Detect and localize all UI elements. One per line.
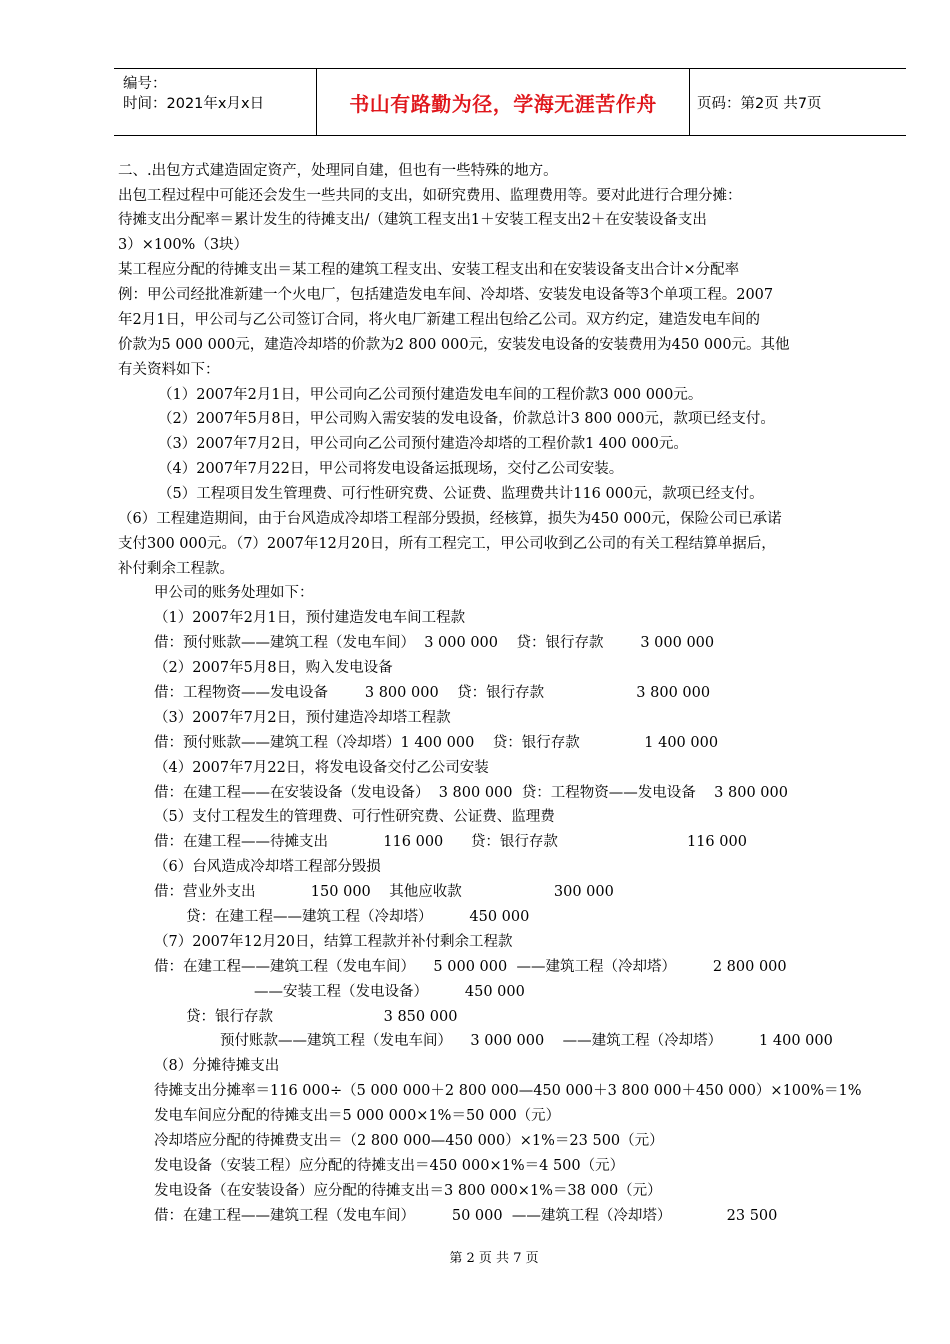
journal-entry-line: 借：工程物资——发电设备 3 800 000 贷：银行存款 3 800 000	[154, 685, 711, 701]
journal-entry-line: 借：预付账款——建筑工程（发电车间） 3 000 000 贷：银行存款 3 000 000	[154, 635, 715, 651]
body-line: 甲公司的账务处理如下：	[154, 585, 314, 601]
body-line: （5）支付工程发生的管理费、可行性研究费、公证费、监理费	[154, 809, 555, 825]
journal-entry-line: 借：预付账款——建筑工程（冷却塔）1 400 000 贷：银行存款 1 400 000	[154, 735, 719, 751]
body-line: （5）工程项目发生管理费、可行性研究费、公证费、监理费共计116 000元，款项已经支付。	[158, 486, 764, 502]
body-line: 补付剩余工程款。	[118, 561, 234, 577]
body-line: 发电设备（在安装设备）应分配的待摊支出＝3 800 000×1%＝38 000（元）	[154, 1183, 662, 1199]
journal-entry-line: 贷：在建工程——建筑工程（冷却塔） 450 000	[186, 909, 530, 925]
body-line: （3）2007年7月2日，预付建造冷却塔工程款	[154, 710, 451, 726]
body-line: （1）2007年2月1日，甲公司向乙公司预付建造发电车间的工程价款3 000 000元。	[158, 387, 703, 403]
header-page-info: 页码：第2页 共7页	[697, 95, 822, 112]
body-line: （6）台风造成冷却塔工程部分毁损	[154, 859, 381, 875]
body-line: 某工程应分配的待摊支出＝某工程的建筑工程支出、安装工程支出和在安装设备支出合计×分配率	[118, 262, 740, 278]
body-line: 价款为5 000 000元，建造冷却塔的价款为2 800 000元，安装发电设备的安装费用为450 000元。其他	[118, 337, 790, 353]
journal-entry-line: 借：在建工程——建筑工程（发电车间） 5 000 000 ——建筑工程（冷却塔） 2 800 000	[154, 959, 787, 975]
body-line: （1）2007年2月1日，预付建造发电车间工程款	[154, 610, 466, 626]
journal-entry-line: 预付账款——建筑工程（发电车间） 3 000 000 ——建筑工程（冷却塔） 1 400 000	[220, 1033, 833, 1049]
body-line: （6）工程建造期间，由于台风造成冷却塔工程部分毁损，经核算，损失为450 000元，保险公司已承诺	[118, 511, 782, 527]
body-line: （7）2007年12月20日，结算工程款并补付剩余工程款	[154, 934, 513, 950]
journal-entry-line: 贷：银行存款 3 850 000	[186, 1009, 458, 1025]
journal-entry-line: 借：在建工程——待摊支出 116 000 贷：银行存款 116 000	[154, 834, 747, 850]
journal-entry-line: 借：营业外支出 150 000 其他应收款 300 000	[154, 884, 614, 900]
body-line: 待摊支出分摊率＝116 000÷（5 000 000＋2 800 000—450 000＋3 800 000＋450 000）×100%＝1%	[154, 1083, 862, 1099]
body-line: （3）2007年7月2日，甲公司向乙公司预付建造冷却塔的工程价款1 400 000元。	[158, 436, 688, 452]
body-line: （4）2007年7月22日，甲公司将发电设备运抵现场，交付乙公司安装。	[158, 461, 624, 477]
journal-entry-line: 借：在建工程——在安装设备（发电设备） 3 800 000 贷：工程物资——发电设备 3 800 000	[154, 785, 788, 801]
body-line: （2）2007年5月8日，购入发电设备	[154, 660, 393, 676]
header-motto: 书山有路勤为径，学海无涯苦作舟	[349, 91, 657, 116]
body-line: 冷却塔应分配的待摊费支出＝（2 800 000—450 000）×1%＝23 500（元）	[154, 1133, 664, 1149]
body-line: 待摊支出分配率＝累计发生的待摊支出/（建筑工程支出1＋安装工程支出2＋在安装设备支出	[118, 212, 707, 228]
journal-entry-line: ——安装工程（发电设备） 450 000	[254, 984, 525, 1000]
body-line: 发电车间应分配的待摊支出＝5 000 000×1%＝50 000（元）	[154, 1108, 561, 1124]
body-line: 发电设备（安装工程）应分配的待摊支出＝450 000×1%＝4 500（元）	[154, 1158, 625, 1174]
document-time-label: 时间：2021年x月x日	[123, 96, 265, 112]
body-line: （8）分摊待摊支出	[154, 1058, 280, 1074]
journal-entry-line: 借：在建工程——建筑工程（发电车间） 50 000 ——建筑工程（冷却塔） 23 500	[154, 1208, 778, 1224]
body-line: 二、.出包方式建造固定资产，处理同自建，但也有一些特殊的地方。	[118, 163, 558, 179]
document-number-label: 编号：	[123, 76, 167, 92]
page-footer: 第 2 页 共 7 页	[449, 1251, 539, 1266]
body-line: （4）2007年7月22日，将发电设备交付乙公司安装	[154, 760, 489, 776]
body-line: 例：甲公司经批准新建一个火电厂，包括建造发电车间、冷却塔、安装发电设备等3个单项工程。2007	[118, 287, 774, 303]
body-line: 支付300 000元。（7）2007年12月20日，所有工程完工，甲公司收到乙公司的有关工程结算单据后，	[118, 536, 776, 552]
body-line: 3）×100%（3块）	[118, 237, 249, 253]
body-line: 出包工程过程中可能还会发生一些共同的支出，如研究费用、监理费用等。要对此进行合理分摊：	[118, 188, 742, 204]
body-line: 年2月1日，甲公司与乙公司签订合同，将火电厂新建工程出包给乙公司。双方约定，建造发电车间的	[118, 312, 760, 328]
body-line: （2）2007年5月8日，甲公司购入需安装的发电设备，价款总计3 800 000元，款项已经支付。	[158, 411, 775, 427]
body-line: 有关资料如下：	[118, 362, 220, 378]
